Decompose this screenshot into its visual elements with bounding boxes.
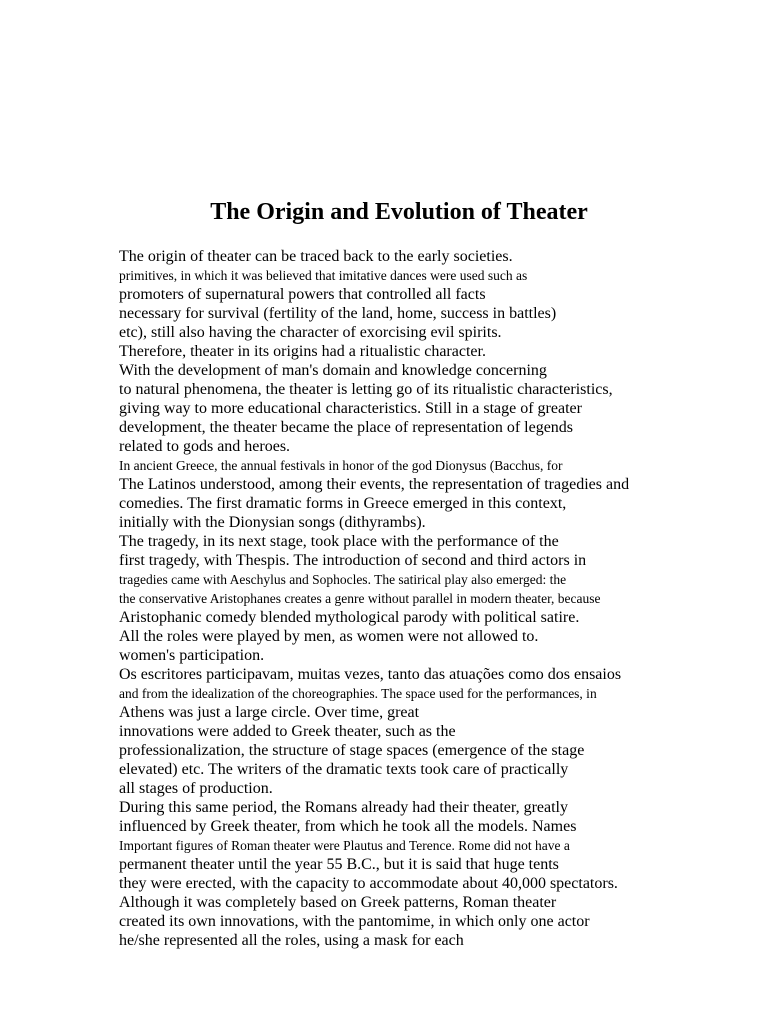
text-line: In ancient Greece, the annual festivals in honor of the god Dionysus (Bacchus, for — [119, 458, 563, 473]
text-line: professionalization, the structure of stage spaces (emergence of the stage — [119, 742, 585, 759]
text-line: All the roles were played by men, as women were not allowed to. — [119, 628, 539, 645]
text-line: all stages of production. — [119, 780, 273, 797]
text-line: development, the theater became the place of representation of legends — [119, 419, 574, 436]
text-line: With the development of man's domain and knowledge concerning — [119, 362, 547, 379]
text-line: elevated) etc. The writers of the dramatic texts took care of practically — [119, 761, 569, 778]
text-line: The tragedy, in its next stage, took place with the performance of the — [119, 533, 559, 550]
text-line: related to gods and heroes. — [119, 438, 291, 455]
text-line: promoters of supernatural powers that controlled all facts — [119, 286, 486, 303]
document-body — [119, 247, 679, 950]
text-line: During this same period, the Romans already had their theater, greatly — [119, 799, 568, 816]
text-line: permanent theater until the year 55 B.C., but it is said that huge tents — [119, 856, 559, 873]
text-line: they were erected, with the capacity to accommodate about 40,000 spectators. — [119, 875, 618, 892]
text-line: giving way to more educational characteristics. Still in a stage of greater — [119, 400, 582, 417]
text-line: Although it was completely based on Greek patterns, Roman theater — [119, 894, 557, 911]
text-line: and from the idealization of the choreographies. The space used for the performances, in — [119, 686, 597, 701]
text-line: women's participation. — [119, 647, 265, 664]
text-line: innovations were added to Greek theater, such as the — [119, 723, 456, 740]
text-line: first tragedy, with Thespis. The introduction of second and third actors in — [119, 552, 587, 569]
text-line: initially with the Dionysian songs (dithyrambs). — [119, 514, 426, 531]
text-line: Athens was just a large circle. Over time, great — [119, 704, 420, 721]
text-line: necessary for survival (fertility of the land, home, success in battles) — [119, 305, 557, 322]
text-line: Important figures of Roman theater were Plautus and Terence. Rome did not have a — [119, 838, 570, 853]
text-line: Therefore, theater in its origins had a ritualistic character. — [119, 343, 486, 360]
text-line: comedies. The first dramatic forms in Greece emerged in this context, — [119, 495, 567, 512]
text-line: primitives, in which it was believed that imitative dances were used such as — [119, 268, 528, 283]
text-line: The origin of theater can be traced back to the early societies. — [119, 248, 513, 265]
text-line: etc), still also having the character of exorcising evil spirits. — [119, 324, 502, 341]
document-title: The Origin and Evolution of Theater — [210, 199, 588, 225]
text-line: created its own innovations, with the pantomime, in which only one actor — [119, 913, 590, 930]
text-line: influenced by Greek theater, from which he took all the models. Names — [119, 818, 577, 835]
text-line: to natural phenomena, the theater is letting go of its ritualistic characteristics, — [119, 381, 613, 398]
text-line: The Latinos understood, among their events, the representation of tragedies and — [119, 476, 630, 493]
text-line: the conservative Aristophanes creates a genre without parallel in modern theater, because — [119, 591, 601, 606]
text-line: he/she represented all the roles, using a mask for each — [119, 932, 464, 949]
text-line: tragedies came with Aeschylus and Sophocles. The satirical play also emerged: the — [119, 572, 567, 587]
text-line: Aristophanic comedy blended mythological parody with political satire. — [119, 609, 580, 626]
text-line: Os escritores participavam, muitas vezes, tanto das atuações como dos ensaios — [119, 666, 622, 683]
